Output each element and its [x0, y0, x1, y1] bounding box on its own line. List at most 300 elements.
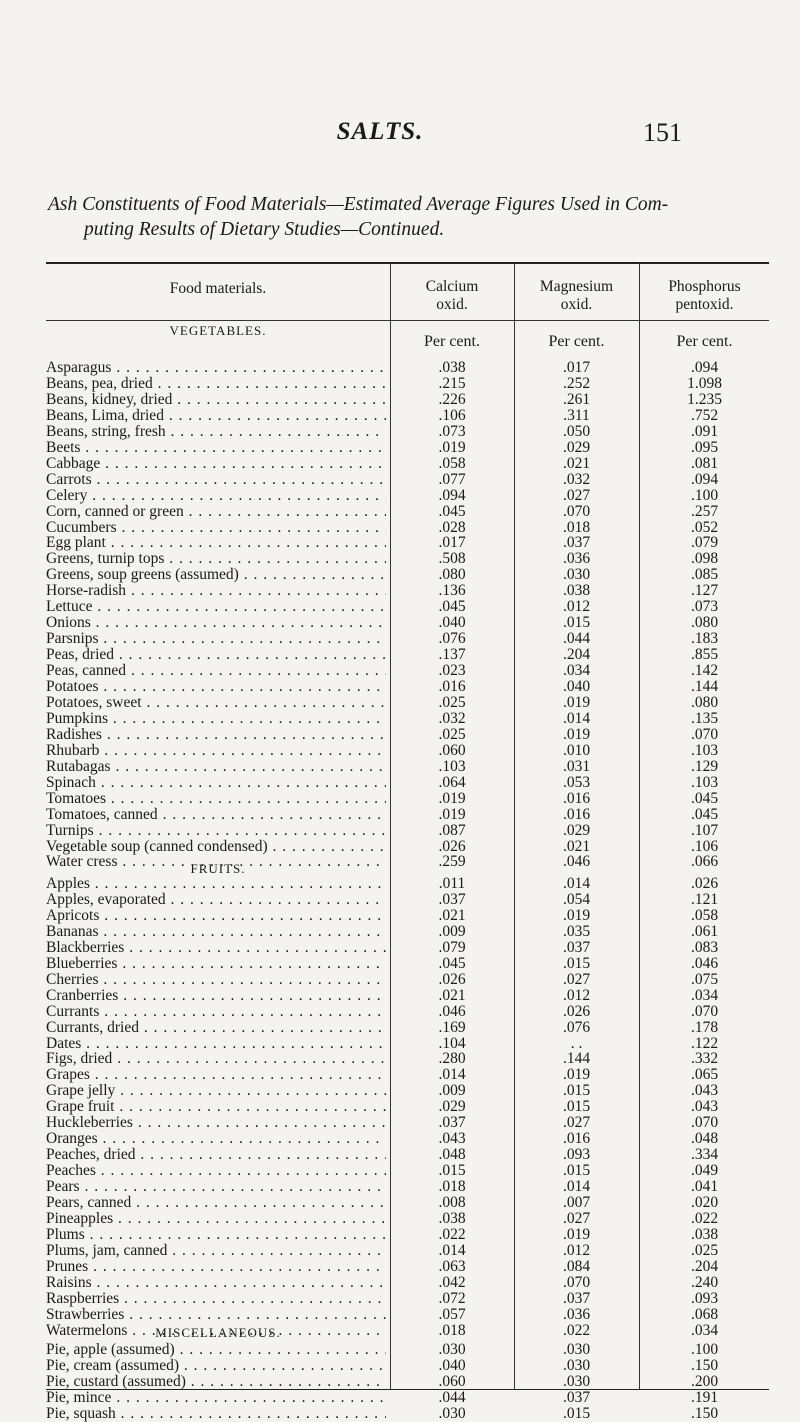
table-row — [46, 892, 769, 908]
table-row — [46, 924, 769, 940]
phosphorus-value: .045 — [690, 805, 719, 823]
magnesium-value: .019 — [562, 1225, 591, 1243]
food-name: Currants . . . — [46, 1004, 386, 1020]
table-row — [46, 1004, 769, 1020]
magnesium-value: .046 — [562, 853, 591, 871]
food-name: Pie, apple (assumed) . . . — [46, 1342, 386, 1358]
magnesium-value: .015 — [562, 1098, 591, 1116]
food-name: Pie, custard (assumed) . . . — [46, 1374, 386, 1390]
magnesium-value: .261 — [562, 390, 591, 408]
food-name: Pie, squash . . . — [46, 1406, 386, 1422]
running-head — [0, 118, 800, 158]
phosphorus-value: .855 — [690, 646, 719, 664]
calcium-value: .017 — [438, 534, 466, 552]
magnesium-value: .027 — [562, 1209, 591, 1227]
calcium-value: .280 — [438, 1050, 466, 1068]
calcium-value: .060 — [438, 741, 466, 759]
calcium-value: .022 — [438, 1225, 466, 1243]
table-row — [46, 695, 769, 711]
table-row — [46, 1115, 769, 1131]
table-row — [46, 1036, 769, 1052]
phosphorus-value: .100 — [690, 1341, 719, 1358]
magnesium-value: .017 — [562, 359, 591, 376]
table-row — [46, 1275, 769, 1291]
food-name: Turnips . . . — [46, 823, 386, 839]
calcium-value: .038 — [438, 1209, 466, 1227]
table-row — [46, 940, 769, 956]
magnesium-value: . . — [570, 1034, 583, 1052]
table-row — [46, 1358, 769, 1374]
calcium-value: .058 — [438, 454, 466, 472]
food-name: Radishes . . . — [46, 727, 386, 743]
food-name: Oranges . . . — [46, 1131, 386, 1147]
calcium-value: .106 — [438, 406, 466, 424]
food-name: Tomatoes, canned . . . — [46, 807, 386, 823]
table-row — [46, 1259, 769, 1275]
food-name: Horse-radish . . . — [46, 583, 386, 599]
phosphorus-value: .045 — [690, 789, 719, 807]
calcium-value: .018 — [438, 1321, 466, 1339]
food-name: Grape jelly . . . — [46, 1083, 386, 1099]
header-line: Phosphorus — [668, 278, 741, 295]
calcium-value: .060 — [438, 1372, 466, 1390]
phosphorus-value: .150 — [690, 1404, 719, 1422]
food-name: Watermelons . . . — [46, 1323, 386, 1339]
calcium-value: .077 — [438, 470, 466, 488]
phosphorus-value: .026 — [690, 875, 719, 892]
calcium-value: .009 — [438, 922, 466, 940]
food-name: Vegetable soup (canned condensed) . . . — [46, 839, 386, 855]
magnesium-value: .053 — [562, 773, 591, 791]
magnesium-value: .027 — [562, 1114, 591, 1132]
food-name: Apricots . . . — [46, 908, 386, 924]
table-row — [46, 711, 769, 727]
phosphorus-value: .200 — [690, 1372, 719, 1390]
column-header-calcium — [390, 278, 514, 314]
calcium-value: .045 — [438, 502, 466, 520]
food-name: Potatoes, sweet . . . — [46, 695, 386, 711]
phosphorus-value: .081 — [690, 454, 719, 472]
calcium-value: .136 — [438, 582, 466, 600]
magnesium-value: .029 — [562, 821, 591, 839]
phosphorus-value: .025 — [690, 1241, 719, 1259]
magnesium-value: .093 — [562, 1146, 591, 1164]
unit-label: Per cent. — [676, 333, 733, 350]
magnesium-value: .016 — [562, 1130, 591, 1148]
magnesium-value: .038 — [562, 582, 591, 600]
table-row — [46, 551, 769, 567]
magnesium-value: .019 — [562, 906, 591, 924]
table-row — [46, 1243, 769, 1259]
table-row — [46, 988, 769, 1004]
phosphorus-value: .043 — [690, 1082, 719, 1100]
calcium-value: .032 — [438, 709, 466, 727]
calcium-value: .037 — [438, 890, 466, 908]
food-name: Prunes . . . — [46, 1259, 386, 1275]
running-title: SALTS. — [336, 118, 424, 145]
phosphorus-value: .091 — [690, 422, 719, 440]
magnesium-value: .034 — [562, 662, 591, 680]
table-row — [46, 1195, 769, 1211]
food-name: Beets . . . — [46, 440, 386, 456]
magnesium-value: .252 — [562, 374, 591, 392]
calcium-value: .037 — [438, 1114, 466, 1132]
caption-line-2: puting Results of Dietary Studies—Continued. — [84, 219, 445, 240]
table-row — [46, 1083, 769, 1099]
magnesium-value: .050 — [562, 422, 591, 440]
table-row — [46, 456, 769, 472]
magnesium-value: .015 — [562, 1082, 591, 1100]
food-name: Lettuce . . . — [46, 599, 386, 615]
phosphorus-value: .038 — [690, 1225, 719, 1243]
phosphorus-value: .122 — [690, 1034, 719, 1052]
table-row — [46, 791, 769, 807]
table-row — [46, 376, 769, 392]
table-row — [46, 839, 769, 855]
table-row — [46, 392, 769, 408]
table-row — [46, 1390, 769, 1406]
table-row — [46, 488, 769, 504]
food-name: Pie, cream (assumed) . . . — [46, 1358, 386, 1374]
table-row — [46, 1227, 769, 1243]
phosphorus-value: .121 — [690, 890, 719, 908]
food-name: Parsnips . . . — [46, 631, 386, 647]
calcium-value: .072 — [438, 1289, 466, 1307]
table-row — [46, 1051, 769, 1067]
page-number: 151 — [643, 118, 682, 147]
table-row — [46, 679, 769, 695]
calcium-value: .043 — [438, 1130, 466, 1148]
magnesium-value: .026 — [562, 1002, 591, 1020]
table-row — [46, 647, 769, 663]
magnesium-value: .015 — [562, 614, 591, 632]
phosphorus-value: .080 — [690, 614, 719, 632]
phosphorus-value: .079 — [690, 534, 719, 552]
phosphorus-value: .094 — [690, 359, 719, 376]
table-row — [46, 408, 769, 424]
table-row — [46, 472, 769, 488]
magnesium-value: .037 — [562, 1388, 591, 1406]
magnesium-value: .076 — [562, 1018, 591, 1036]
food-name: Beans, kidney, dried . . . — [46, 392, 386, 408]
food-name: Rhubarb . . . — [46, 743, 386, 759]
food-name: Cranberries . . . — [46, 988, 386, 1004]
food-name: Blueberries . . . — [46, 956, 386, 972]
food-name: Pears . . . — [46, 1179, 386, 1195]
calcium-value: .064 — [438, 773, 466, 791]
magnesium-value: .015 — [562, 1162, 591, 1180]
calcium-value: .048 — [438, 1146, 466, 1164]
food-name: Spinach . . . — [46, 775, 386, 791]
phosphorus-value: .100 — [690, 486, 719, 504]
phosphorus-value: .043 — [690, 1098, 719, 1116]
calcium-value: .215 — [438, 374, 466, 392]
phosphorus-value: .052 — [690, 518, 719, 536]
table-row — [46, 583, 769, 599]
table-row — [46, 663, 769, 679]
calcium-value: .025 — [438, 725, 466, 743]
calcium-value: .169 — [438, 1018, 466, 1036]
header-line: Calcium — [425, 278, 479, 295]
phosphorus-value: .068 — [690, 1305, 719, 1323]
food-name: Tomatoes . . . — [46, 791, 386, 807]
food-name: Peas, canned . . . — [46, 663, 386, 679]
magnesium-value: .035 — [562, 922, 591, 940]
food-name: Pie, mince . . . — [46, 1390, 386, 1406]
calcium-value: .040 — [438, 1356, 466, 1374]
magnesium-value: .010 — [562, 741, 591, 759]
food-name: Greens, turnip tops . . . — [46, 551, 386, 567]
table-row — [46, 1163, 769, 1179]
magnesium-value: .019 — [562, 725, 591, 743]
phosphorus-value: .150 — [690, 1356, 719, 1374]
phosphorus-value: .183 — [690, 630, 719, 648]
food-name: Raisins . . . — [46, 1275, 386, 1291]
food-name: Greens, soup greens (assumed) . . . — [46, 567, 386, 583]
calcium-value: .508 — [438, 550, 466, 568]
magnesium-value: .019 — [562, 1066, 591, 1084]
header-line: Magnesium — [539, 278, 614, 295]
magnesium-value: .019 — [562, 693, 591, 711]
table-row — [46, 1131, 769, 1147]
calcium-value: .057 — [438, 1305, 466, 1323]
phosphorus-value: 1.235 — [687, 390, 722, 408]
food-name: Blackberries . . . — [46, 940, 386, 956]
table-row — [46, 1374, 769, 1390]
calcium-value: .008 — [438, 1194, 466, 1211]
calcium-value: .045 — [438, 598, 466, 616]
food-name: Rutabagas . . . — [46, 759, 386, 775]
food-name: Bananas . . . — [46, 924, 386, 940]
phosphorus-value: .334 — [690, 1146, 719, 1164]
table-row — [46, 727, 769, 743]
phosphorus-value: .073 — [690, 598, 719, 616]
column-header-food: Food materials. — [169, 280, 267, 297]
food-name: Cabbage . . . — [46, 456, 386, 472]
food-name: Apples . . . — [46, 876, 386, 892]
phosphorus-value: .103 — [690, 773, 719, 791]
phosphorus-value: .103 — [690, 741, 719, 759]
food-name: Plums, jam, canned . . . — [46, 1243, 386, 1259]
phosphorus-value: .083 — [690, 938, 719, 956]
calcium-value: .023 — [438, 662, 466, 680]
food-name: Figs, dried . . . — [46, 1051, 386, 1067]
magnesium-value: .030 — [562, 566, 591, 584]
food-name: Peaches, dried . . . — [46, 1147, 386, 1163]
magnesium-value: .021 — [562, 454, 591, 472]
food-name: Carrots . . . — [46, 472, 386, 488]
magnesium-value: .014 — [562, 1178, 591, 1196]
phosphorus-value: .070 — [690, 1002, 719, 1020]
table-row — [46, 504, 769, 520]
magnesium-value: .037 — [562, 534, 591, 552]
table-row — [46, 1099, 769, 1115]
phosphorus-value: .094 — [690, 470, 719, 488]
magnesium-value: .040 — [562, 678, 591, 695]
section-label: MISCELLANEOUS. — [155, 1325, 281, 1340]
calcium-value: .019 — [438, 789, 466, 807]
phosphorus-value: .075 — [690, 970, 719, 988]
food-name: Potatoes . . . — [46, 679, 386, 695]
calcium-value: .014 — [438, 1241, 466, 1259]
section-label: VEGETABLES. — [169, 323, 267, 338]
food-name: Currants, dried . . . — [46, 1020, 386, 1036]
magnesium-value: .030 — [562, 1372, 591, 1390]
phosphorus-value: .065 — [690, 1066, 719, 1084]
calcium-value: .103 — [438, 757, 466, 775]
table-row — [46, 535, 769, 551]
table-row — [46, 615, 769, 631]
calcium-value: .076 — [438, 630, 466, 648]
magnesium-value: .012 — [562, 1241, 591, 1259]
table-row — [46, 823, 769, 839]
table-row — [46, 440, 769, 456]
magnesium-value: .014 — [562, 875, 591, 892]
table-row — [46, 743, 769, 759]
calcium-value: .042 — [438, 1273, 466, 1291]
table-row — [46, 1211, 769, 1227]
food-name: Beans, string, fresh . . . — [46, 424, 386, 440]
magnesium-value: .007 — [562, 1194, 591, 1211]
phosphorus-value: 1.098 — [687, 374, 722, 392]
phosphorus-value: .332 — [690, 1050, 719, 1068]
calcium-value: .226 — [438, 390, 466, 408]
calcium-value: .019 — [438, 438, 466, 456]
calcium-value: .044 — [438, 1388, 466, 1406]
table-row — [46, 520, 769, 536]
calcium-value: .030 — [438, 1341, 466, 1358]
phosphorus-value: .058 — [690, 906, 719, 924]
food-name: Apples, evaporated . . . — [46, 892, 386, 908]
magnesium-value: .311 — [563, 406, 590, 424]
calcium-value: .026 — [438, 970, 466, 988]
calcium-value: .063 — [438, 1257, 466, 1275]
magnesium-value: .037 — [562, 1289, 591, 1307]
calcium-value: .073 — [438, 422, 466, 440]
calcium-value: .018 — [438, 1178, 466, 1196]
calcium-value: .021 — [438, 906, 466, 924]
table-row — [46, 599, 769, 615]
table-row — [46, 360, 769, 376]
magnesium-value: .070 — [562, 1273, 591, 1291]
unit-label: Per cent. — [548, 333, 605, 350]
unit-label: Per cent. — [424, 333, 480, 350]
table-row — [46, 1307, 769, 1323]
magnesium-value: .021 — [562, 837, 591, 855]
phosphorus-value: .752 — [690, 406, 719, 424]
phosphorus-value: .127 — [690, 582, 719, 600]
table-row — [46, 1291, 769, 1307]
food-name: Asparagus . . . — [46, 360, 386, 376]
table-row — [46, 759, 769, 775]
food-name: Raspberries . . . — [46, 1291, 386, 1307]
phosphorus-value: .049 — [690, 1162, 719, 1180]
calcium-value: .087 — [438, 821, 466, 839]
table-row — [46, 631, 769, 647]
calcium-value: .079 — [438, 938, 466, 956]
food-name: Water cress . . . — [46, 854, 386, 870]
food-name: Cucumbers . . . — [46, 520, 386, 536]
phosphorus-value: .142 — [690, 662, 719, 680]
magnesium-value: .022 — [562, 1321, 591, 1339]
phosphorus-value: .144 — [690, 678, 719, 695]
calcium-value: .015 — [438, 1162, 466, 1180]
food-name: Strawberries . . . — [46, 1307, 386, 1323]
magnesium-value: .070 — [562, 502, 591, 520]
phosphorus-value: .080 — [690, 693, 719, 711]
magnesium-value: .084 — [562, 1257, 591, 1275]
table-row — [46, 775, 769, 791]
phosphorus-value: .085 — [690, 566, 719, 584]
calcium-value: .025 — [438, 693, 466, 711]
phosphorus-value: .204 — [690, 1257, 719, 1275]
calcium-value: .080 — [438, 566, 466, 584]
phosphorus-value: .041 — [690, 1178, 719, 1196]
calcium-value: .028 — [438, 518, 466, 536]
magnesium-value: .044 — [562, 630, 591, 648]
magnesium-value: .031 — [562, 757, 591, 775]
phosphorus-value: .135 — [690, 709, 719, 727]
phosphorus-value: .020 — [690, 1194, 719, 1211]
magnesium-value: .036 — [562, 550, 591, 568]
phosphorus-value: .178 — [690, 1018, 719, 1036]
caption-line-1: Ash Constituents of Food Materials—Estimated Average Figures Used in Com- — [48, 194, 669, 215]
phosphorus-value: .022 — [690, 1209, 719, 1227]
calcium-value: .011 — [438, 875, 466, 892]
table-row — [46, 1147, 769, 1163]
food-name: Pears, canned . . . — [46, 1195, 386, 1211]
magnesium-value: .016 — [562, 789, 591, 807]
magnesium-value: .027 — [562, 970, 591, 988]
phosphorus-value: .098 — [690, 550, 719, 568]
food-name: Peas, dried . . . — [46, 647, 386, 663]
food-name: Grape fruit . . . — [46, 1099, 386, 1115]
food-name: Beans, Lima, dried . . . — [46, 408, 386, 424]
magnesium-value: .029 — [562, 438, 591, 456]
phosphorus-value: .106 — [690, 837, 719, 855]
magnesium-value: .014 — [562, 709, 591, 727]
table-row — [46, 807, 769, 823]
food-name: Onions . . . — [46, 615, 386, 631]
calcium-value: .104 — [438, 1034, 466, 1052]
table-row — [46, 972, 769, 988]
phosphorus-value: .240 — [690, 1273, 719, 1291]
phosphorus-value: .070 — [690, 725, 719, 743]
magnesium-value: .037 — [562, 938, 591, 956]
magnesium-value: .030 — [562, 1356, 591, 1374]
calcium-value: .026 — [438, 837, 466, 855]
food-name: Cherries . . . — [46, 972, 386, 988]
header-line: oxid. — [560, 296, 593, 313]
phosphorus-value: .061 — [690, 922, 719, 940]
calcium-value: .045 — [438, 954, 466, 972]
magnesium-value: .027 — [562, 486, 591, 504]
magnesium-value: .204 — [562, 646, 591, 664]
food-name: Huckleberries . . . — [46, 1115, 386, 1131]
food-name: Corn, canned or green . . . — [46, 504, 386, 520]
calcium-value: .014 — [438, 1066, 466, 1084]
phosphorus-value: .191 — [690, 1388, 719, 1406]
table-row — [46, 1179, 769, 1195]
table-row — [46, 1067, 769, 1083]
magnesium-value: .016 — [562, 805, 591, 823]
column-header-magnesium — [515, 278, 638, 314]
header-line: oxid. — [436, 296, 468, 313]
section-label: FRUITS. — [190, 861, 246, 876]
phosphorus-value: .066 — [690, 853, 719, 871]
phosphorus-value: .107 — [690, 821, 719, 839]
calcium-value: .094 — [438, 486, 466, 504]
